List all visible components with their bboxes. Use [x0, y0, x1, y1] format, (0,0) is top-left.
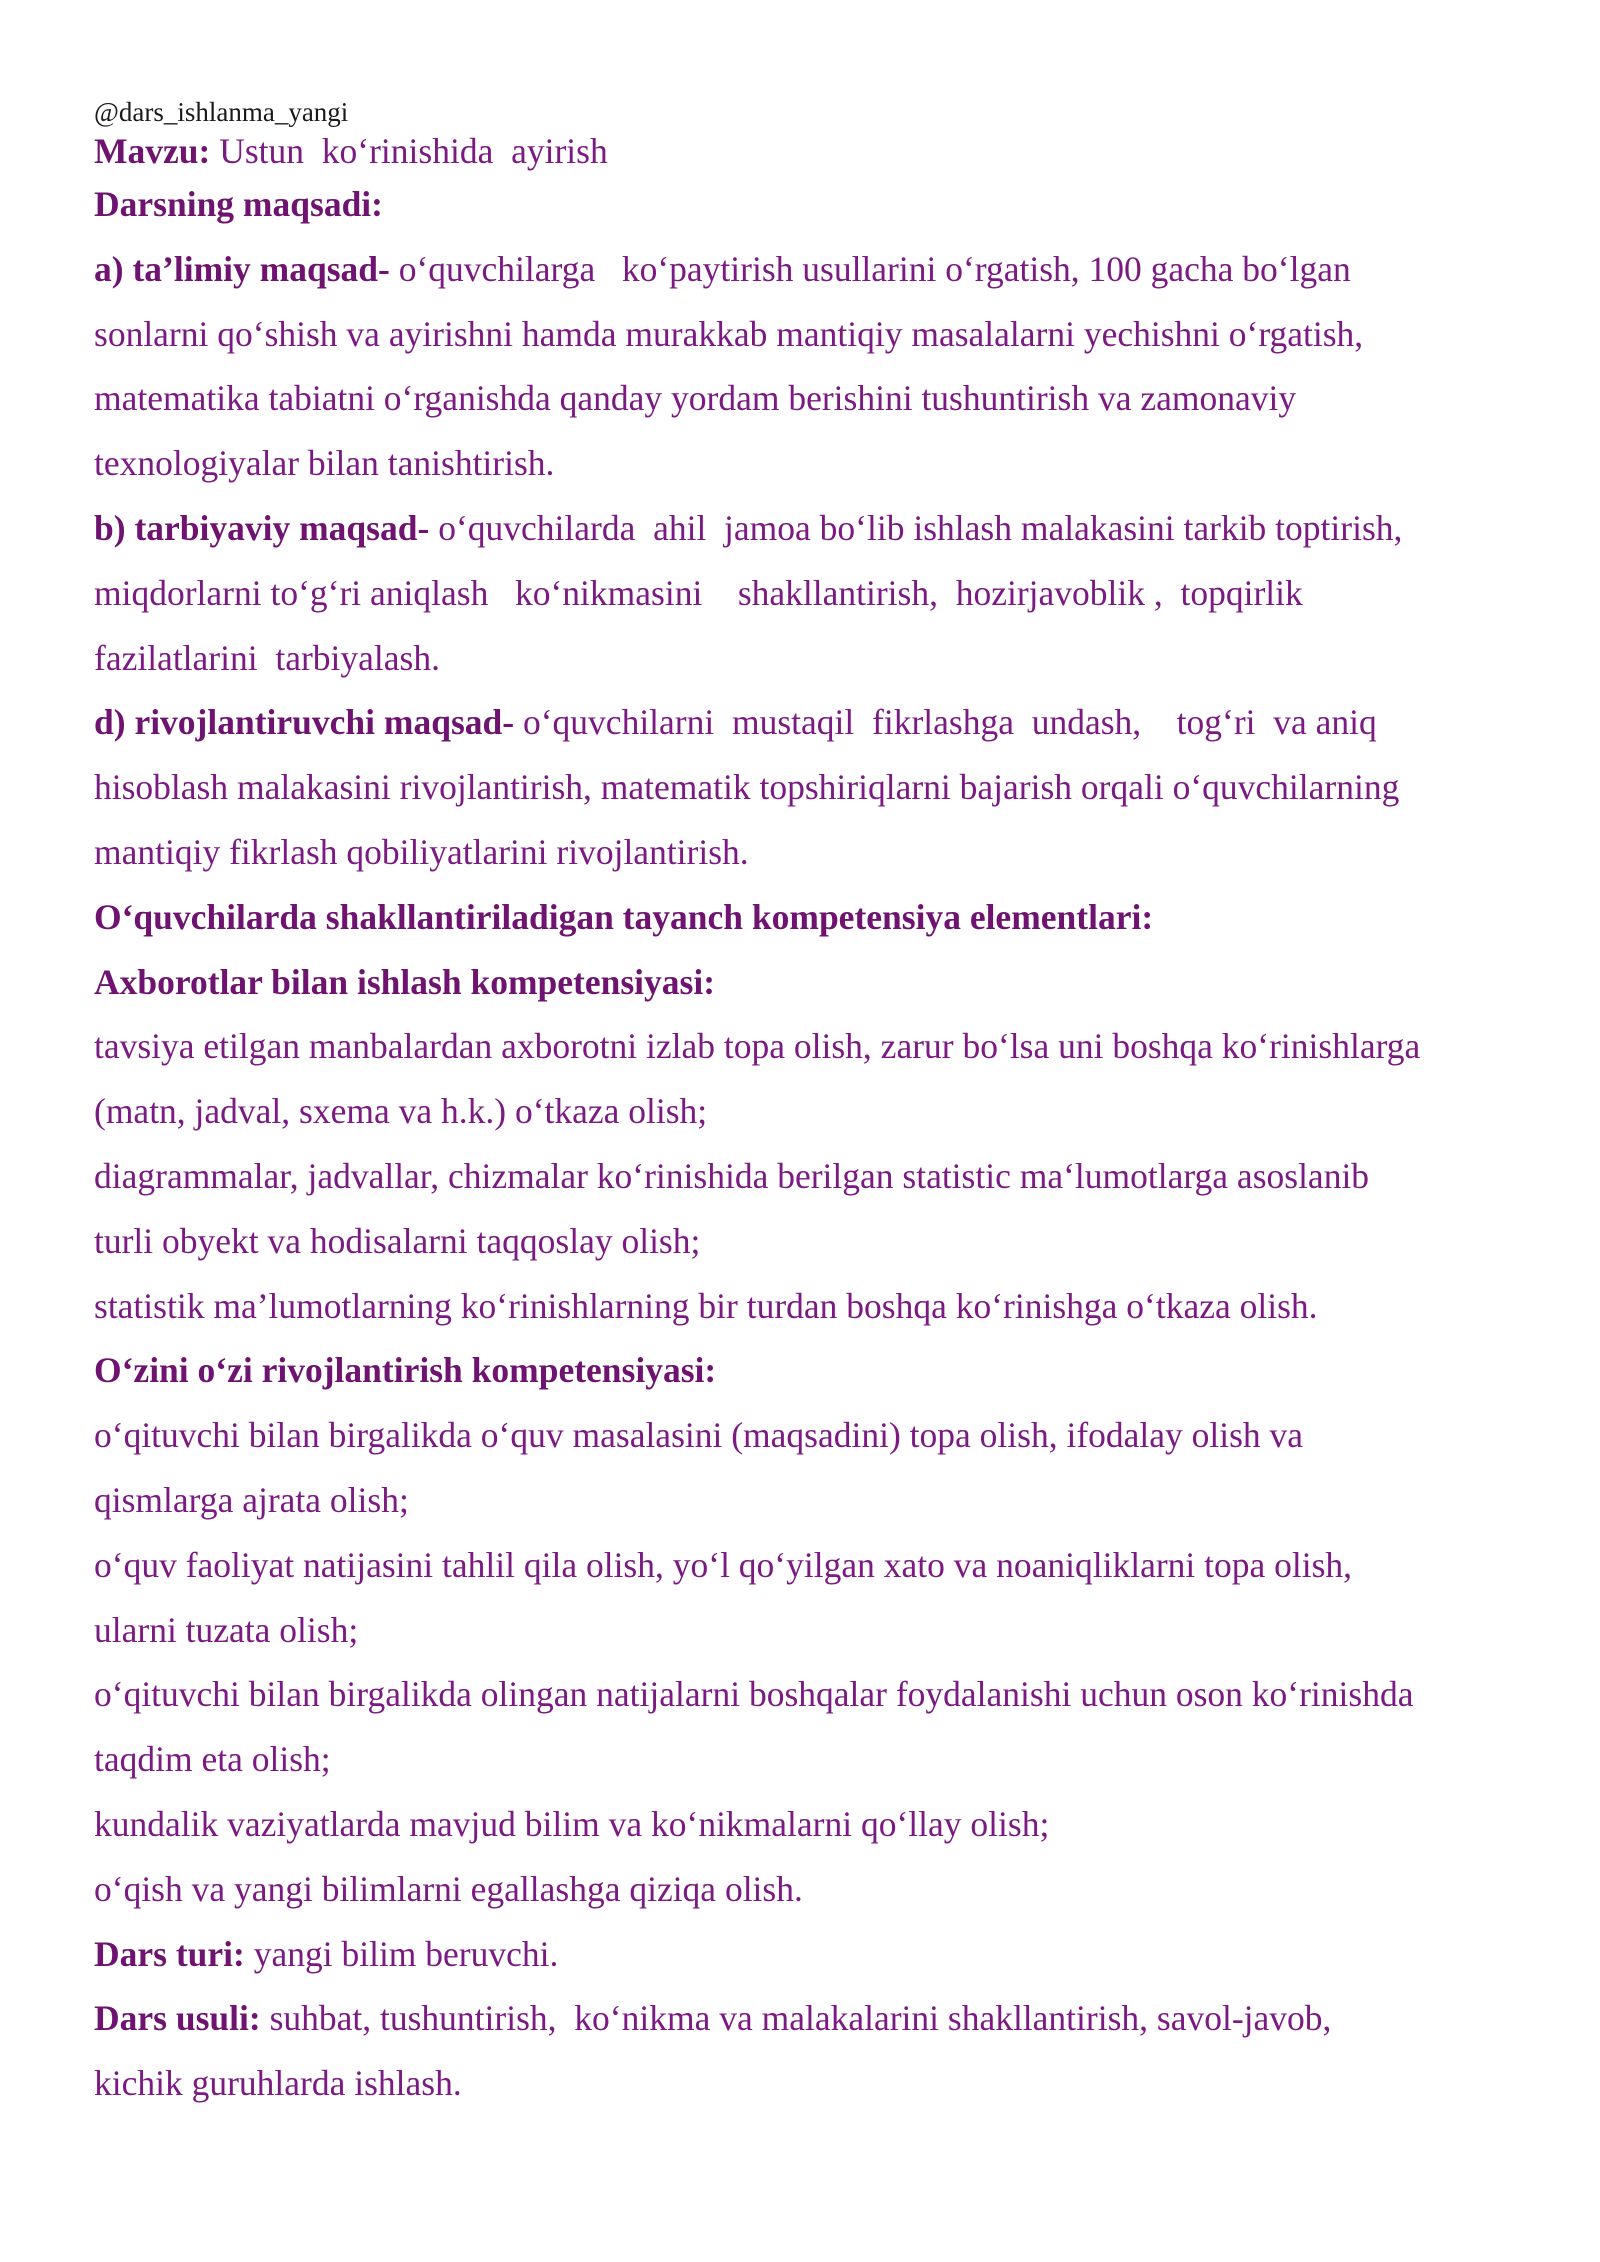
- text-line: [94, 950, 1514, 1015]
- bold-label: a) ta’limiy maqsad-: [94, 248, 390, 289]
- text-run: kichik guruhlarda ishlash.: [94, 2063, 462, 2104]
- text-run: tavsiya etilgan manbalardan axborotni izlab topa olish, zarur bo‘lsa uni boshqa ko‘rinishlarga: [94, 1026, 1421, 1067]
- text-run: Ustun ko‘rinishida ayirish: [210, 131, 608, 171]
- text-line: [94, 561, 1514, 626]
- text-run: o‘quvchilarda ahil jamoa bo‘lib ishlash malakasini tarkib toptirish,: [429, 507, 1403, 548]
- text-line: [94, 626, 1514, 691]
- text-line: [94, 820, 1514, 885]
- text-line: [94, 172, 1514, 237]
- text-run: turli obyekt va hodisalarni taqqoslay olish;: [94, 1220, 701, 1261]
- text-run: o‘quvchilarni mustaqil fikrlashga undash, tog‘ri va aniq: [514, 702, 1377, 743]
- text-line: [94, 496, 1514, 561]
- text-line: [94, 1792, 1514, 1857]
- text-line: [94, 1014, 1514, 1079]
- text-run: kundalik vaziyatlarda mavjud bilim va ko‘nikmalarni qo‘llay olish;: [94, 1803, 1050, 1844]
- bold-label: Dars turi:: [94, 1933, 245, 1974]
- text-line: [94, 1598, 1514, 1663]
- text-run: sonlarni qo‘shish va ayirishni hamda murakkab mantiqiy masalalarni yechishni o‘rgatish,: [94, 313, 1364, 354]
- text-run: o‘qituvchi bilan birgalikda olingan natijalarni boshqalar foydalanishi uchun oson ko‘rinishda: [94, 1674, 1414, 1715]
- text-line: [94, 302, 1514, 367]
- text-line: [94, 755, 1514, 820]
- text-line: [94, 1857, 1514, 1922]
- text-line: [94, 2051, 1514, 2116]
- text-run: mantiqiy fikrlash qobiliyatlarini rivojlantirish.: [94, 831, 749, 872]
- text-run: fazilatlarini tarbiyalash.: [94, 637, 440, 678]
- text-run: o‘quv faoliyat natijasini tahlil qila olish, yo‘l qo‘yilgan xato va noaniqliklarni topa olish,: [94, 1544, 1353, 1585]
- bold-label: O‘zini o‘zi rivojlantirish kompetensiyasi:: [94, 1350, 717, 1391]
- text-line: [94, 1533, 1514, 1598]
- text-line: [94, 1079, 1514, 1144]
- bold-label: Dars usuli:: [94, 1998, 261, 2039]
- text-run: miqdorlarni to‘g‘ri aniqlash ko‘nikmasini shakllantirish, hozirjavoblik , topqirlik: [94, 572, 1303, 613]
- text-line: [94, 130, 1514, 172]
- text-line: [94, 1662, 1514, 1727]
- text-line: [94, 1468, 1514, 1533]
- document-body: [94, 130, 1514, 2116]
- bold-label: Darsning maqsadi:: [94, 184, 383, 224]
- text-run: suhbat, tushuntirish, ko‘nikma va malakalarini shakllantirish, savol-javob,: [260, 1998, 1332, 2039]
- bold-label: Axborotlar bilan ishlash kompetensiyasi:: [94, 961, 716, 1002]
- watermark-text: @dars_ishlanma_yangi: [94, 97, 349, 127]
- text-line: [94, 1727, 1514, 1792]
- text-line: [94, 366, 1514, 431]
- text-line: [94, 431, 1514, 496]
- text-line: [94, 885, 1514, 950]
- text-run: o‘quvchilarga ko‘paytirish usullarini o‘rgatish, 100 gacha bo‘lgan: [389, 248, 1351, 289]
- text-run: qismlarga ajrata olish;: [94, 1479, 409, 1520]
- text-line: [94, 1209, 1514, 1274]
- text-line: [94, 1986, 1514, 2051]
- text-line: [94, 237, 1514, 302]
- text-line: [94, 1144, 1514, 1209]
- bold-label: Mavzu:: [94, 131, 211, 171]
- text-run: ularni tuzata olish;: [94, 1609, 359, 1650]
- text-line: [94, 1338, 1514, 1403]
- bold-label: b) tarbiyaviy maqsad-: [94, 507, 430, 548]
- text-line: [94, 1922, 1514, 1987]
- text-run: taqdim eta olish;: [94, 1739, 331, 1780]
- text-run: (matn, jadval, sxema va h.k.) o‘tkaza olish;: [94, 1091, 708, 1132]
- text-run: o‘qituvchi bilan birgalikda o‘quv masalasini (maqsadini) topa olish, ifodalay olish va: [94, 1415, 1304, 1456]
- document-page: [94, 94, 1514, 2116]
- text-line: [94, 1274, 1514, 1339]
- text-line: [94, 1403, 1514, 1468]
- text-run: statistik ma’lumotlarning ko‘rinishlarning bir turdan boshqa ko‘rinishga o‘tkaza olish.: [94, 1285, 1318, 1326]
- text-run: texnologiyalar bilan tanishtirish.: [94, 443, 555, 484]
- text-run: o‘qish va yangi bilimlarni egallashga qiziqa olish.: [94, 1868, 803, 1909]
- text-run: yangi bilim beruvchi.: [244, 1933, 559, 1974]
- bold-label: O‘quvchilarda shakllantiriladigan tayanch kompetensiya elementlari:: [94, 896, 1154, 937]
- bold-label: d) rivojlantiruvchi maqsad-: [94, 702, 515, 743]
- text-run: hisoblash malakasini rivojlantirish, matematik topshiriqlarni bajarish orqali o‘quvchilarning: [94, 767, 1400, 808]
- text-run: matematika tabiatni o‘rganishda qanday yordam berishini tushuntirish va zamonaviy: [94, 378, 1297, 419]
- text-run: diagrammalar, jadvallar, chizmalar ko‘rinishida berilgan statistic ma‘lumotlarga asoslanib: [94, 1155, 1370, 1196]
- text-line: [94, 690, 1514, 755]
